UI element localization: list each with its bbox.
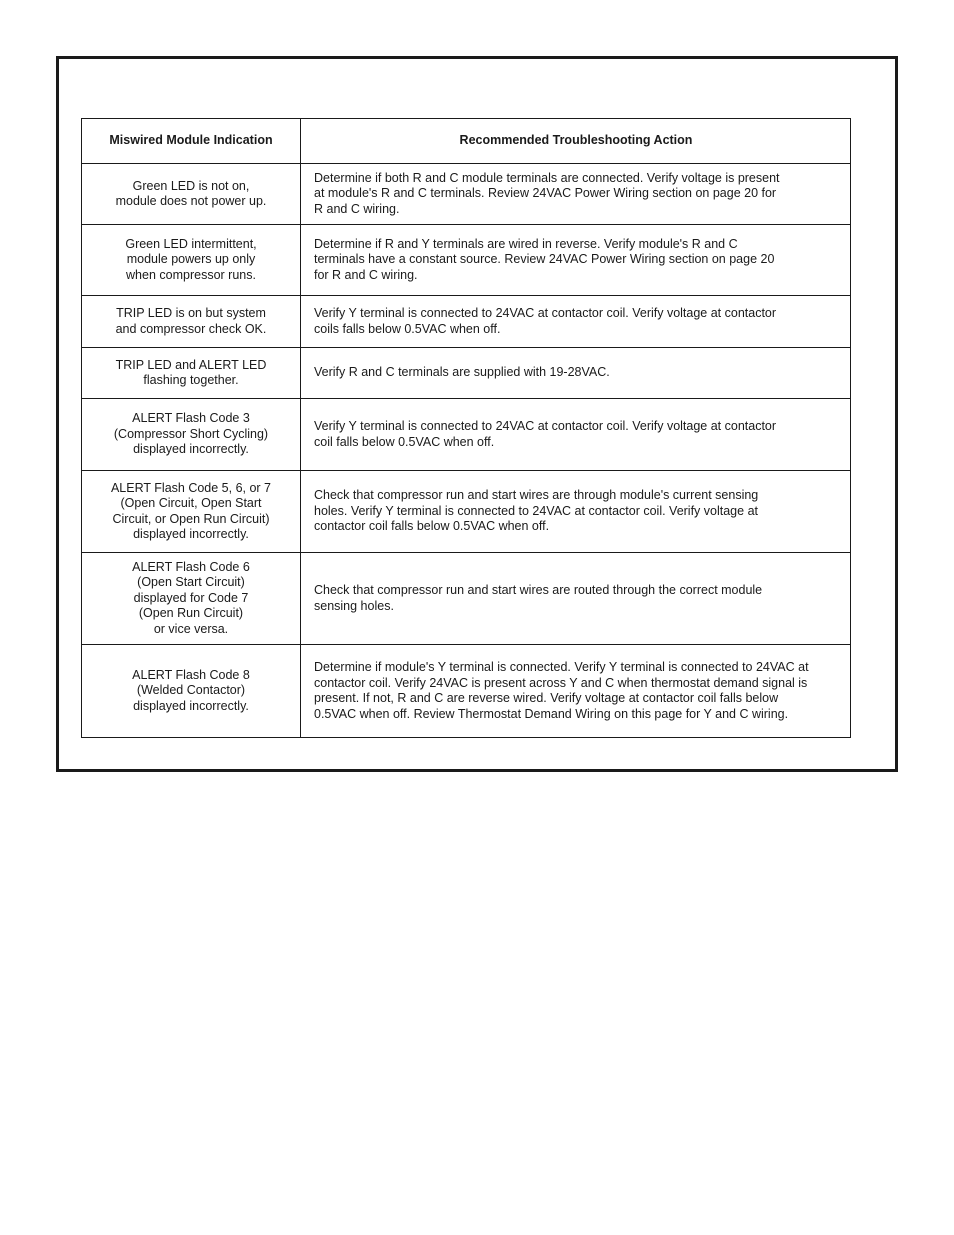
indication-line: displayed incorrectly. <box>133 527 249 541</box>
table-row <box>82 471 851 553</box>
action-line: Verify Y terminal is connected to 24VAC at contactor coil. Verify voltage at contactor <box>314 419 777 433</box>
table-row <box>82 296 851 348</box>
indication-cell <box>82 348 301 399</box>
indication-cell <box>82 164 301 225</box>
action-line: Determine if both R and C module terminals are connected. Verify voltage is present <box>314 170 780 185</box>
action-cell <box>301 164 851 225</box>
action-line: R and C wiring. <box>314 201 400 216</box>
action-cell <box>301 399 851 471</box>
indication-line: module powers up only <box>126 252 256 267</box>
indication-line: Circuit, or Open Run Circuit) <box>112 511 270 526</box>
action-line: Check that compressor run and start wires are routed through the correct module <box>314 583 763 597</box>
indication-line: ALERT Flash Code 8 <box>132 667 250 682</box>
action-line: sensing holes. <box>314 598 394 613</box>
table-row <box>82 225 851 296</box>
action-line: 0.5VAC when off. Review Thermostat Demand Wiring on this page for Y and C wiring. <box>314 706 789 721</box>
action-line: present. If not, R and C are reverse wired. Verify voltage at contactor coil falls below <box>314 691 779 705</box>
action-line: Determine if module's Y terminal is connected. Verify Y terminal is connected to 24VAC at <box>314 660 809 674</box>
header-indication: Miswired Module Indication <box>82 119 301 164</box>
indication-cell <box>82 225 301 296</box>
indication-line: Green LED is not on, <box>132 178 250 193</box>
indication-line: ALERT Flash Code 3 <box>132 411 250 426</box>
action-line: Verify Y terminal is connected to 24VAC at contactor coil. Verify voltage at contactor <box>314 306 777 320</box>
action-line: at module's R and C terminals. Review 24VAC Power Wiring section on page 20 for <box>314 186 777 201</box>
table-row <box>82 164 851 225</box>
indication-line: displayed for Code 7 <box>133 590 249 605</box>
action-line: Check that compressor run and start wires are through module's current sensing <box>314 488 759 503</box>
action-cell <box>301 471 851 553</box>
action-line: terminals have a constant source. Review 24VAC Power Wiring section on page 20 <box>314 252 775 267</box>
action-line: for R and C wiring. <box>314 267 418 282</box>
action-cell <box>301 296 851 348</box>
table-header-row <box>82 119 851 164</box>
indication-cell <box>82 471 301 553</box>
indication-line: (Open Circuit, Open Start <box>120 496 262 510</box>
header-action: Recommended Troubleshooting Action <box>301 119 851 164</box>
action-cell <box>301 348 851 399</box>
indication-line: and compressor check OK. <box>115 321 267 336</box>
indication-line: flashing together. <box>143 373 239 387</box>
action-cell <box>301 553 851 645</box>
indication-cell <box>82 645 301 738</box>
action-cell <box>301 225 851 296</box>
action-line: Determine if R and Y terminals are wired in reverse. Verify module's R and C <box>314 236 738 251</box>
indication-line: or vice versa. <box>153 621 229 636</box>
action-line: coil falls below 0.5VAC when off. <box>314 434 495 449</box>
action-line: coils falls below 0.5VAC when off. <box>314 321 501 336</box>
indication-cell <box>82 553 301 645</box>
indication-line: when compressor runs. <box>126 267 256 282</box>
table-row <box>82 348 851 399</box>
table-row <box>82 399 851 471</box>
indication-cell <box>82 296 301 348</box>
table-row <box>82 553 851 645</box>
indication-line: (Welded Contactor) <box>136 683 246 698</box>
action-line: contactor coil. Verify 24VAC is present across Y and C when thermostat demand signal is <box>314 675 808 690</box>
indication-line: (Open Start Circuit) <box>137 575 245 590</box>
action-line: holes. Verify Y terminal is connected to 24VAC at contactor coil. Verify voltage at <box>314 503 758 518</box>
indication-line: (Compressor Short Cycling) <box>113 426 269 441</box>
indication-line: ALERT Flash Code 5, 6, or 7 <box>110 480 272 495</box>
indication-line: displayed incorrectly. <box>133 442 249 457</box>
action-line: Verify R and C terminals are supplied with 19-28VAC. <box>314 365 610 380</box>
indication-cell <box>82 399 301 471</box>
indication-line: module does not power up. <box>115 194 267 208</box>
table-row <box>82 645 851 738</box>
indication-line: (Open Run Circuit) <box>138 606 244 621</box>
action-line: contactor coil falls below 0.5VAC when off. <box>314 519 550 534</box>
indication-line: displayed incorrectly. <box>133 698 249 713</box>
indication-line: TRIP LED is on but system <box>116 306 266 320</box>
troubleshooting-table <box>81 118 851 738</box>
indication-line: ALERT Flash Code 6 <box>132 559 250 574</box>
action-cell <box>301 645 851 738</box>
indication-line: TRIP LED and ALERT LED <box>115 357 267 372</box>
indication-line: Green LED intermittent, <box>125 236 257 251</box>
